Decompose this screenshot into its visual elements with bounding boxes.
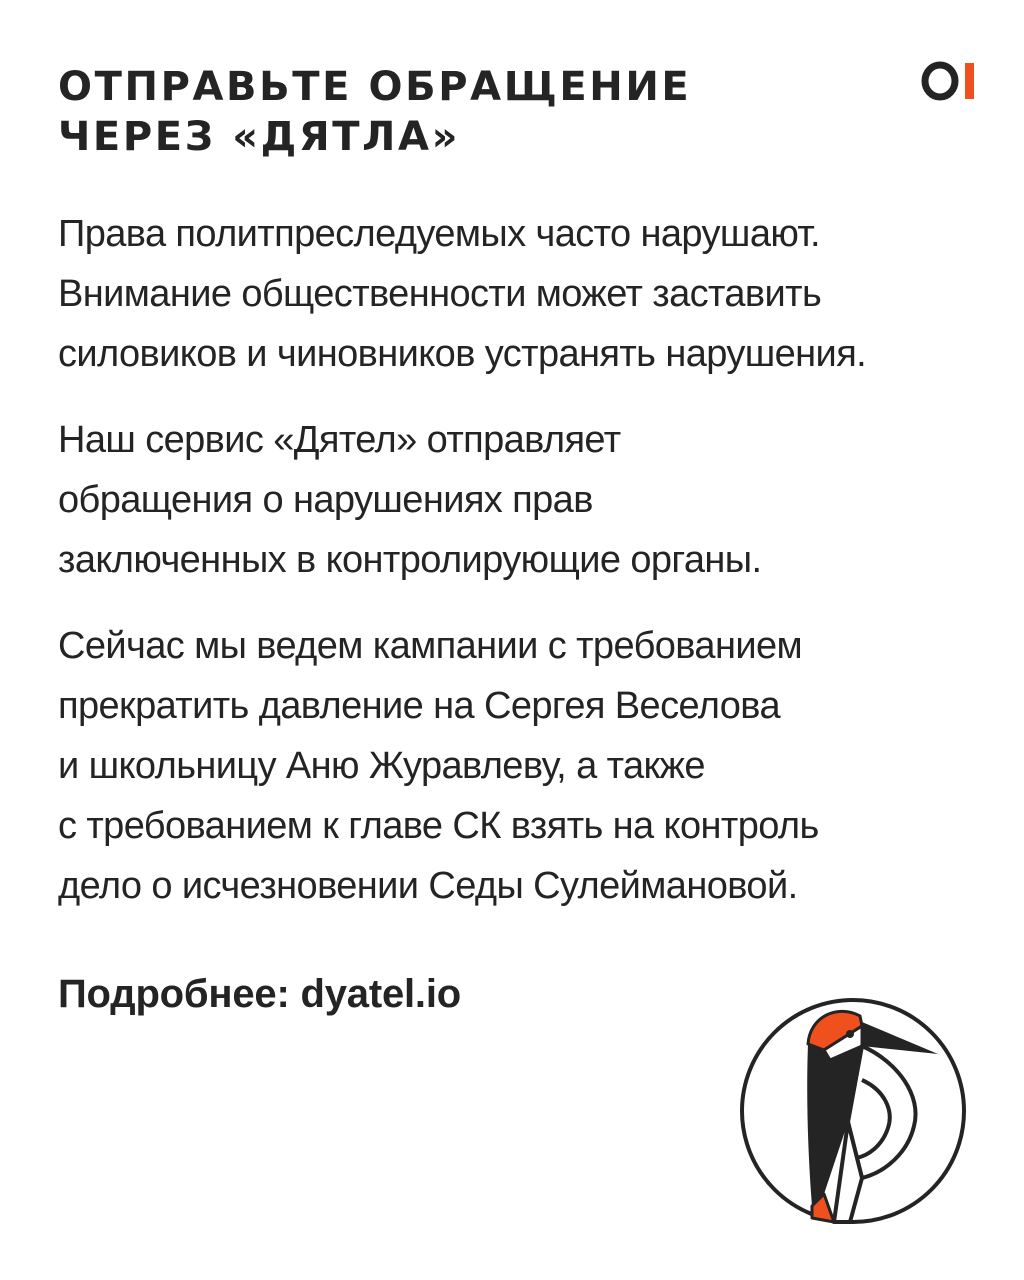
paragraph-line: Права политпреследуемых часто нарушают.: [58, 213, 820, 255]
paragraph-line: силовиков и чиновников устранять нарушения.: [58, 333, 867, 375]
brand-logo-icon: [920, 60, 980, 102]
paragraph-line: Внимание общественности может заставить: [58, 273, 822, 315]
paragraph-line: обращения о нарушениях прав: [58, 479, 593, 521]
woodpecker-logo-icon: [738, 996, 968, 1226]
page-title: [58, 62, 691, 162]
paragraph-line: дело о исчезновении Седы Сулеймановой.: [58, 865, 798, 907]
paragraph-campaigns: [58, 616, 998, 916]
paragraph-line: прекратить давление на Сергея Веселова: [58, 685, 780, 727]
more-info-link[interactable]: Подробнее: dyatel.io: [58, 972, 461, 1016]
paragraph-line: и школьницу Аню Журавлеву, а также: [58, 745, 705, 787]
paragraph-line: Наш сервис «Дятел» отправляет: [58, 419, 621, 461]
body-text: [58, 204, 998, 942]
title-line-1: ОТПРАВЬТЕ ОБРАЩЕНИЕ: [58, 64, 692, 110]
paragraph-rights: [58, 204, 998, 384]
title-line-2: ЧЕРЕЗ «ДЯТЛА»: [58, 114, 461, 160]
paragraph-line: Сейчас мы ведем кампании с требованием: [58, 625, 803, 667]
paragraph-line: с требованием к главе СК взять на контроль: [58, 805, 819, 847]
paragraph-line: заключенных в контролирующие органы.: [58, 539, 762, 581]
paragraph-service: [58, 410, 998, 590]
